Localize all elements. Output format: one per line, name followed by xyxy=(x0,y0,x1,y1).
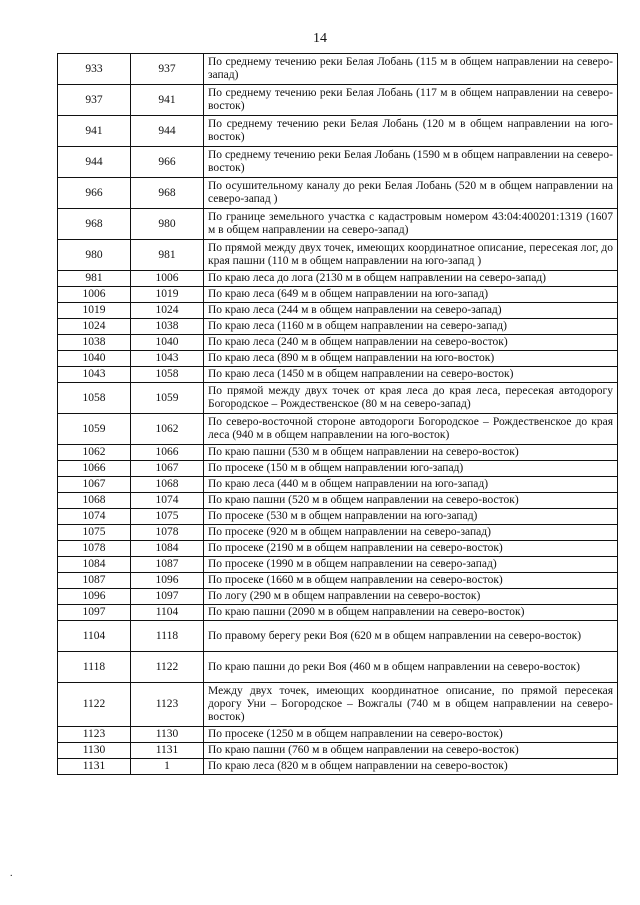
boundary-description-cell: По просеке (1660 м в общем направлении на северо-восток) xyxy=(204,573,618,589)
point-from-cell: 1075 xyxy=(58,525,131,541)
point-to-cell: 1019 xyxy=(131,287,204,303)
table-row xyxy=(58,727,618,743)
table-row xyxy=(58,493,618,509)
point-from-cell: 980 xyxy=(58,240,131,271)
point-to-cell: 1066 xyxy=(131,445,204,461)
point-to-cell: 980 xyxy=(131,209,204,240)
page-number: 14 xyxy=(313,31,327,46)
table-row xyxy=(58,652,618,683)
point-to-cell: 1084 xyxy=(131,541,204,557)
point-from-cell: 1043 xyxy=(58,367,131,383)
point-to-cell: 1122 xyxy=(131,652,204,683)
table-row xyxy=(58,178,618,209)
table-row xyxy=(58,116,618,147)
point-to-cell: 1096 xyxy=(131,573,204,589)
table-row xyxy=(58,743,618,759)
boundary-description-cell: По краю пашни (760 м в общем направлении на северо-восток) xyxy=(204,743,618,759)
point-from-cell: 1097 xyxy=(58,605,131,621)
point-from-cell: 1038 xyxy=(58,335,131,351)
point-from-cell: 968 xyxy=(58,209,131,240)
point-from-cell: 1006 xyxy=(58,287,131,303)
boundary-description-cell: По просеке (2190 м в общем направлении на северо-восток) xyxy=(204,541,618,557)
boundary-table xyxy=(57,53,618,775)
boundary-description-cell: По осушительному каналу до реки Белая Лобань (520 м в общем направлении на северо-запад ) xyxy=(204,178,618,209)
point-to-cell: 1131 xyxy=(131,743,204,759)
boundary-description-cell: По краю леса (440 м в общем направлении на юго-запад) xyxy=(204,477,618,493)
table-row xyxy=(58,287,618,303)
point-to-cell: 1104 xyxy=(131,605,204,621)
table-row xyxy=(58,414,618,445)
table-row xyxy=(58,759,618,775)
table-row xyxy=(58,351,618,367)
point-to-cell: 1043 xyxy=(131,351,204,367)
boundary-description-cell: По краю пашни до реки Воя (460 м в общем направлении на северо-восток) xyxy=(204,652,618,683)
boundary-description-cell: По среднему течению реки Белая Лобань (117 м в общем направлении на северо-восток) xyxy=(204,85,618,116)
point-from-cell: 1066 xyxy=(58,461,131,477)
point-to-cell: 1130 xyxy=(131,727,204,743)
point-from-cell: 966 xyxy=(58,178,131,209)
point-to-cell: 1078 xyxy=(131,525,204,541)
point-to-cell: 941 xyxy=(131,85,204,116)
boundary-description-cell: По краю леса до лога (2130 м в общем направлении на северо-запад) xyxy=(204,271,618,287)
boundary-description-cell: По просеке (150 м в общем направлении юго-запад) xyxy=(204,461,618,477)
boundary-description-cell: По краю леса (244 м в общем направлении на северо-запад) xyxy=(204,303,618,319)
point-to-cell: 966 xyxy=(131,147,204,178)
table-row xyxy=(58,557,618,573)
table-body xyxy=(58,54,618,775)
table-row xyxy=(58,319,618,335)
table-row xyxy=(58,209,618,240)
point-from-cell: 1068 xyxy=(58,493,131,509)
point-to-cell: 1059 xyxy=(131,383,204,414)
boundary-description-cell: По краю леса (649 м в общем направлении на юго-запад) xyxy=(204,287,618,303)
point-from-cell: 1074 xyxy=(58,509,131,525)
boundary-description-cell: По просеке (1990 м в общем направлении на северо-запад) xyxy=(204,557,618,573)
point-from-cell: 1062 xyxy=(58,445,131,461)
point-from-cell: 1104 xyxy=(58,621,131,652)
point-from-cell: 933 xyxy=(58,54,131,85)
point-from-cell: 981 xyxy=(58,271,131,287)
point-from-cell: 1067 xyxy=(58,477,131,493)
table-row xyxy=(58,383,618,414)
boundary-description-cell: По правому берегу реки Воя (620 м в общем направлении на северо-восток) xyxy=(204,621,618,652)
boundary-description-cell: По краю леса (820 м в общем направлении на северо-восток) xyxy=(204,759,618,775)
boundary-description-cell: По краю леса (890 м в общем направлении на юго-восток) xyxy=(204,351,618,367)
point-to-cell: 1074 xyxy=(131,493,204,509)
point-from-cell: 1118 xyxy=(58,652,131,683)
boundary-description-cell: По просеке (1250 м в общем направлении на северо-восток) xyxy=(204,727,618,743)
point-to-cell: 1087 xyxy=(131,557,204,573)
point-from-cell: 1123 xyxy=(58,727,131,743)
boundary-description-cell: По просеке (920 м в общем направлении на северо-запад) xyxy=(204,525,618,541)
table-row xyxy=(58,509,618,525)
boundary-description-cell: Между двух точек, имеющих координатное описание, по прямой пересекая дорогу Уни – Богородское – Вожгалы (740 м в общем направлении на северо-восток) xyxy=(204,683,618,727)
point-from-cell: 1019 xyxy=(58,303,131,319)
boundary-description-cell: По северо-восточной стороне автодороги Богородское – Рождественское до края леса (940 м в общем направлении на юго-восток) xyxy=(204,414,618,445)
point-to-cell: 1024 xyxy=(131,303,204,319)
table-row xyxy=(58,303,618,319)
point-to-cell: 981 xyxy=(131,240,204,271)
table-row xyxy=(58,240,618,271)
point-from-cell: 944 xyxy=(58,147,131,178)
point-from-cell: 1058 xyxy=(58,383,131,414)
boundary-description-cell: По краю пашни (520 м в общем направлении на северо-восток) xyxy=(204,493,618,509)
table-row xyxy=(58,54,618,85)
table-row xyxy=(58,461,618,477)
point-from-cell: 1084 xyxy=(58,557,131,573)
table-row xyxy=(58,573,618,589)
boundary-description-cell: По краю леса (1160 м в общем направлении на северо-запад) xyxy=(204,319,618,335)
point-from-cell: 1087 xyxy=(58,573,131,589)
point-from-cell: 1024 xyxy=(58,319,131,335)
point-to-cell: 1058 xyxy=(131,367,204,383)
boundary-description-cell: По краю пашни (2090 м в общем направлении на северо-восток) xyxy=(204,605,618,621)
table-row xyxy=(58,683,618,727)
table-row xyxy=(58,477,618,493)
point-from-cell: 1040 xyxy=(58,351,131,367)
point-to-cell: 968 xyxy=(131,178,204,209)
point-from-cell: 1131 xyxy=(58,759,131,775)
boundary-description-cell: По краю пашни (530 м в общем направлении на северо-восток) xyxy=(204,445,618,461)
boundary-description-cell: По краю леса (240 м в общем направлении на северо-восток) xyxy=(204,335,618,351)
point-to-cell: 1118 xyxy=(131,621,204,652)
table-row xyxy=(58,621,618,652)
boundary-description-cell: По просеке (530 м в общем направлении на юго-запад) xyxy=(204,509,618,525)
boundary-description-cell: По прямой между двух точек от края леса до края леса, пересекая автодорогу Богородское – Рождественское (80 м на северо-запад) xyxy=(204,383,618,414)
boundary-description-cell: По логу (290 м в общем направлении на северо-восток) xyxy=(204,589,618,605)
point-from-cell: 1059 xyxy=(58,414,131,445)
point-to-cell: 944 xyxy=(131,116,204,147)
table-row xyxy=(58,271,618,287)
point-to-cell: 1006 xyxy=(131,271,204,287)
point-to-cell: 1068 xyxy=(131,477,204,493)
point-to-cell: 1075 xyxy=(131,509,204,525)
table-row xyxy=(58,85,618,116)
boundary-description-cell: По среднему течению реки Белая Лобань (1590 м в общем направлении на северо-восток) xyxy=(204,147,618,178)
point-from-cell: 1078 xyxy=(58,541,131,557)
point-to-cell: 1 xyxy=(131,759,204,775)
table-row xyxy=(58,541,618,557)
point-from-cell: 1096 xyxy=(58,589,131,605)
table-row xyxy=(58,525,618,541)
boundary-description-cell: По среднему течению реки Белая Лобань (115 м в общем направлении на северо-запад) xyxy=(204,54,618,85)
table-row xyxy=(58,445,618,461)
point-to-cell: 937 xyxy=(131,54,204,85)
point-to-cell: 1097 xyxy=(131,589,204,605)
point-to-cell: 1123 xyxy=(131,683,204,727)
point-to-cell: 1067 xyxy=(131,461,204,477)
boundary-description-cell: По границе земельного участка с кадастровым номером 43:04:400201:1319 (1607 м в общем направлении на северо-запад) xyxy=(204,209,618,240)
table-row xyxy=(58,367,618,383)
table-row xyxy=(58,605,618,621)
point-from-cell: 1122 xyxy=(58,683,131,727)
point-from-cell: 941 xyxy=(58,116,131,147)
point-from-cell: 937 xyxy=(58,85,131,116)
point-to-cell: 1062 xyxy=(131,414,204,445)
point-to-cell: 1040 xyxy=(131,335,204,351)
boundary-description-cell: По краю леса (1450 м в общем направлении на северо-восток) xyxy=(204,367,618,383)
boundary-description-cell: По среднему течению реки Белая Лобань (120 м в общем направлении на юго-восток) xyxy=(204,116,618,147)
table-row xyxy=(58,589,618,605)
boundary-description-cell: По прямой между двух точек, имеющих координатное описание, пересекая лог, до края пашни (110 м в общем направлении на юго-запад ) xyxy=(204,240,618,271)
table-row xyxy=(58,147,618,178)
point-to-cell: 1038 xyxy=(131,319,204,335)
footer-mark: . xyxy=(10,868,13,879)
point-from-cell: 1130 xyxy=(58,743,131,759)
table-row xyxy=(58,335,618,351)
